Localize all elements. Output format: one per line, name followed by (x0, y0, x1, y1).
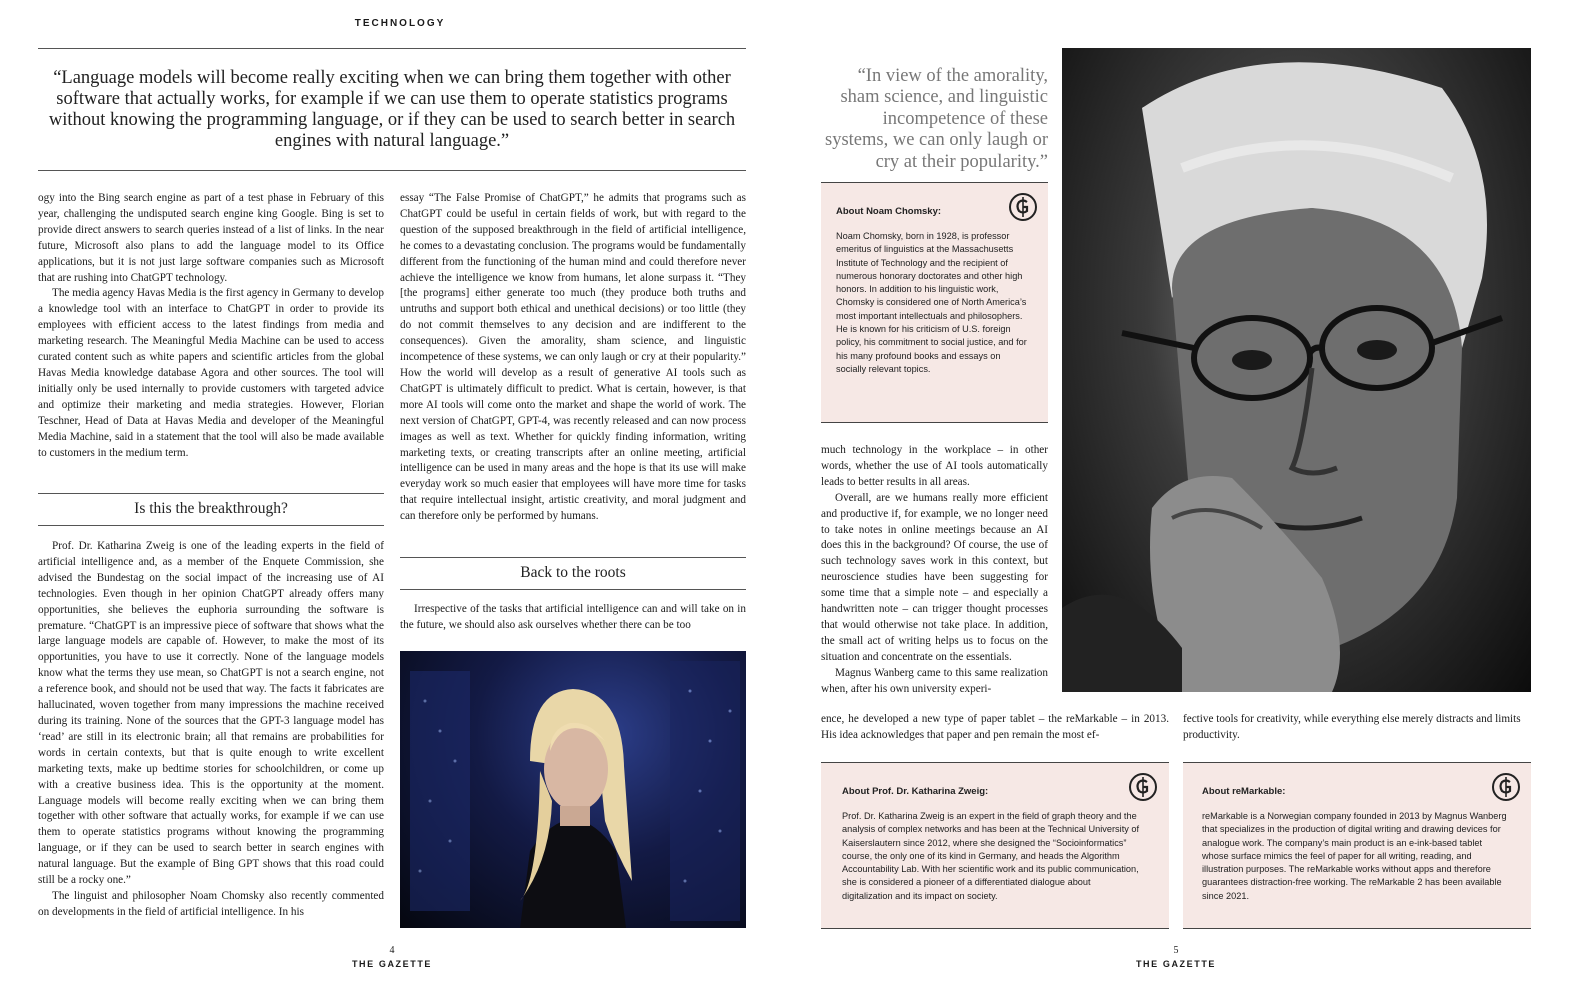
info-box-text: Prof. Dr. Katharina Zweig is an expert in the field of graph theory and the analysis of complex networks and has been at the Technical University of Kaiserslautern since 2012, where she designed the “Socioinformatics” course, the only one of its kind in Germany, and heads the Algorithm Accountability Lab. With her scientific work and its public communication, she is considered a pioneer of a differentiated dialogue about digitalization and its impact on society. (842, 811, 1140, 901)
paragraph: Magnus Wanberg came to this same realization when, after his own university experi- (821, 666, 1048, 695)
brand-logo-icon (1129, 773, 1157, 801)
paragraph: Irrespective of the tasks that artificial intelligence can and will take on in the future, we should also ask ourselves whether there can be too (400, 603, 746, 631)
article-column-4 (1183, 712, 1531, 744)
paragraph: Prof. Dr. Katharina Zweig is one of the leading experts in the field of artificial intelligence and, as a member of the Enquete Commission, she advised the Bundestag on the social impact of the increasing use of AI technologies. Even though in her opinion ChatGPT already offers many opportunities, she believes the euphoria surrounding the software is premature. “ChatGPT is an impressive piece of software that shows what the large language models are capable of. However, to make the most of its opportunities, you have to use it correctly. None of the language models know what the terms they use mean, so ChatGPT is not a search engine, not a reference book, and should not be used that way. The facts it fabricates are hallucinated, woven together from many impressions the machine received during its training. None of the sources that the GPT-3 language model has ‘read’ are still in its electronic brain; all that remains are probabilities for words in certain contexts, but that is quite enough to write excellent marketing texts, make up bedtime stories for schoolchildren, or come up with a creative business idea. This is the opportunity at the moment. Language models will become really exciting when we can bring them together with other software that actually works, for example if we can use them to operate statistics programs without knowing the programming language, or if they can be used to search better in search engines with natural language. But the example of Bing GPT shows that this road could still be a rocky one.” (38, 540, 384, 887)
paragraph: ence, he developed a new type of paper tablet – the reMarkable – in 2013. His idea acknowledges that paper and pen remain the most ef- (821, 713, 1169, 741)
brand-logo-icon (1492, 773, 1520, 801)
paragraph: essay “The False Promise of ChatGPT,” he admits that programs such as ChatGPT could be useful in certain fields of work, but with regard to the question of the supposed breakthrough in the field of artificial intelligence, he comes to a devastating conclusion. The programs would be fundamentally different from the functioning of the human mind and could therefore never achieve the intelligence we know from humans, let alone surpass it. “They [the programs] either generate too much (they produce both truths and untruths and support both ethical and unethical decisions) or too little (they do not commit themselves to any decision and are indifferent to the consequences). Given the amorality, sham science, and linguistic incompetence of these systems, we can only laugh or cry at their popularity.” How the world will develop as a result of generative AI tools such as ChatGPT is ultimately difficult to predict. What is certain, however, is that more AI tools will come onto the market and shape the world of work. The next version of ChatGPT, GPT-4, was recently released and can now process images as well as text. Whether for quickly finding information, writing marketing texts, or creating transcripts after an online meeting, artificial intelligence can be used in many areas and the hope is that its use will make everyday work so much easier that employees will have more time for tasks that require intellectual insight, artistic creativity, and moral judgment and can therefore only be performed by humans. (400, 192, 746, 523)
pull-quote: “Language models will become really exciting when we can bring them together with other software that actually works, for example if we can use them to operate statistics programs without knowing the programming language, or if they can be used to search better in search engines with natural language.” (48, 68, 736, 151)
article-column-2 (400, 191, 746, 525)
pull-quote: “In view of the amorality, sham science, and linguistic incompetence of these systems, we can only laugh or cry at their popularity.” (825, 66, 1048, 172)
info-box-text: Noam Chomsky, born in 1928, is professor emeritus of linguistics at the Massachusetts Institute of Technology and the recipient of numerous honorary doctorates and other high honors. In addition to his linguistic work, Chomsky is considered one of North America’s most important intellectuals and philosophers. He is known for his criticism of U.S. foreign policy, his commitment to social justice, and for his many profound books and essays on socially relevant topics. (836, 231, 1027, 374)
info-box-zweig (821, 762, 1169, 929)
divider (38, 170, 746, 171)
info-box-chomsky (821, 182, 1048, 423)
article-column-1 (38, 191, 384, 461)
paragraph: The media agency Havas Media is the first agency in Germany to develop a knowledge tool with an interface to ChatGPT in order to provide its employees with efficient access to the latest findings from media and marketing research. The Meaningful Media Machine can be used to access curated content such as white papers and scientific articles from the global Havas Media knowledge database Agora and other sources. The tool will initially only be used internally to provide customers with targeted advice and optimize their marketing and media strategies. However, Florian Teschner, Head of Data at Havas Media and developer of the Meaningful Media Machine, said in a statement that the tool will also be made available to customers in the medium term. (38, 287, 384, 459)
photo-illustration (400, 651, 746, 928)
article-column-3 (821, 443, 1048, 698)
paragraph: The linguist and philosopher Noam Chomsky also recently commented on developments in the field of artificial intelligence. In his (38, 889, 384, 918)
paragraph: Overall, are we humans really more efficient and productive if, for example, we no longer need to take notes in online meetings because an AI does this in the background? Of course, the use of such technology saves work in this context, but neuroscience studies have been suggesting for some time that a simple note – and especially a handwritten note – can trigger thought processes that would otherwise not take place. In addition, the small act of writing helps us to focus on the situation and concentrate on the essentials. (821, 491, 1048, 663)
info-box-title: About Prof. Dr. Katharina Zweig: (842, 786, 989, 797)
divider (38, 525, 384, 526)
divider (400, 557, 746, 558)
divider (38, 493, 384, 494)
portrait-photo-chomsky (1062, 48, 1531, 692)
photo-illustration (1062, 48, 1531, 692)
paragraph: ogy into the Bing search engine as part of a test phase in February of this year, challenging the undisputed search engine king Google. Bing is set to provide direct answers to search queries instead of a list of links. In the near future, Microsoft also plans to add the language model to its Office applications, but it is not just large software companies such as Microsoft that are rushing into ChatGPT technology. (38, 192, 384, 284)
section-tag: TECHNOLOGY (354, 18, 446, 29)
brand-logo-icon (1009, 193, 1037, 221)
article-column-3-continued (821, 712, 1169, 744)
footer-publication-name: THE GAZETTE (351, 959, 433, 969)
divider (400, 589, 746, 590)
article-column-1b (38, 539, 384, 921)
info-box-title: About Noam Chomsky: (836, 206, 942, 217)
divider (38, 48, 746, 49)
page-number: 5 (1173, 945, 1179, 956)
info-box-title: About reMarkable: (1202, 786, 1286, 797)
info-box-remarkable (1183, 762, 1531, 929)
subheading: Back to the roots (520, 564, 626, 581)
info-box-text: reMarkable is a Norwegian company founded in 2013 by Magnus Wanberg that specializes in the production of digital writing and drawing devices for analogue work. The company’s main product is an e-ink-based tablet whose surface mimics the feel of paper for all writing, reading, and illustration purposes. The reMarkable works without apps and therefore guarantees distraction-free working. The reMarkable 2 has been available since 2021. (1202, 811, 1507, 901)
footer-publication-name: THE GAZETTE (1135, 959, 1217, 969)
paragraph: fective tools for creativity, while everything else merely distracts and limits productivity. (1183, 713, 1521, 741)
article-column-2b (400, 602, 746, 634)
portrait-photo-zweig (400, 651, 746, 928)
page-number: 4 (389, 945, 395, 956)
paragraph: much technology in the workplace – in other words, whether the use of AI tools automatically leads to better results in all areas. (821, 444, 1048, 488)
subheading: Is this the breakthrough? (134, 500, 288, 517)
